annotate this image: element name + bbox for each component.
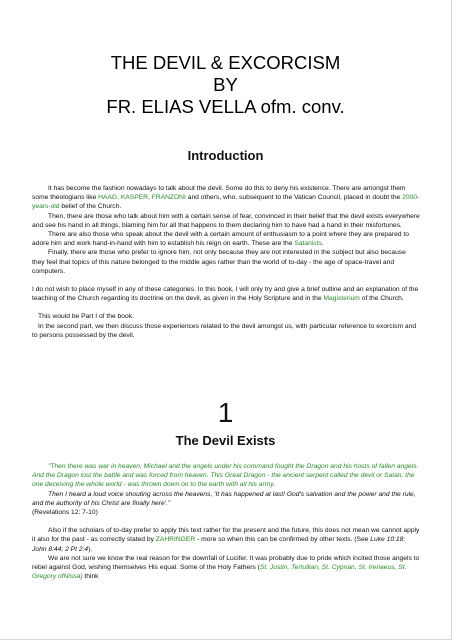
paragraph: [32, 526, 420, 554]
text: of the Church.: [359, 295, 404, 303]
paragraph: In the second part, we then discuss those experiences related to the devil amongst us, with particular reference to exorcism and to persons possessed by the devil.: [32, 322, 417, 339]
chapter-body: [32, 462, 420, 581]
document-title: [0, 52, 451, 118]
text: I do not wish to place myself in any of these categories. In this book, I will only try and give a brief outline and an explanation of the teaching of the Church regarding its doctrine on the devil, as given in the Holy Scripture and in the: [32, 286, 419, 303]
title-line: FR. ELIAS VELLA ofm. conv.: [106, 96, 345, 117]
paragraph: [32, 285, 420, 303]
scripture-refs: Luke 10:18; John 8:44; 2 Pt 2:4: [32, 536, 406, 553]
paragraph: Then, there are those who talk about him with a certain sense of fear, convinced in their belief that the devil exists everywhere and see his hand in all things, blaming him for all that happens to them declaring him to have had a hand in their misfortunes.: [32, 212, 420, 229]
chapter-heading: The Devil Exists: [175, 433, 276, 448]
text: .: [321, 240, 324, 248]
link-zahringer[interactable]: ZAHRINGER: [155, 536, 196, 544]
paragraph: [32, 184, 420, 212]
paragraph: Finally, there are those who prefer to ignore him, not only because they are not interested in the subject but also because they feel that topics of this nature belonged to the middle ages rather than the world of to-day - the age of space-travel and computers.: [32, 249, 406, 275]
title-line: BY: [213, 74, 238, 95]
link-magisterium[interactable]: Magisterium: [323, 295, 360, 303]
paragraph: This would be Part I of the book.: [38, 313, 134, 321]
section-heading-introduction: Introduction: [187, 148, 264, 163]
quote-text: Then I heard a loud voice shouting across the heavens, 'It has happened at last! God's salvation and the power and the rule, and the authority of his Christ are finally here'.": [32, 490, 416, 507]
text: and others, who. subsequent to the Vatican Council, placed in doubt the: [185, 194, 403, 202]
text: ).: [88, 545, 93, 553]
text: Also if the scholars of to-day prefer to apply this text rather for the present and the future, this does not mean we cannot apply it also for the past - as correctly stated by: [32, 527, 420, 544]
link-satanists[interactable]: Satanists: [294, 240, 322, 248]
church-fathers-text: St. Cyprian, St. Irenaeus, St. Gregory ofNissa): [32, 564, 407, 581]
paragraph: [32, 554, 420, 582]
text: We are not sure we know the real reason for the downfall of Lucifer. It was probably due to pride which incited those angels to rebel against God, wishing themselves His equal. Some of the Holy Fathers (: [32, 554, 420, 572]
link-2000-years[interactable]: 2000-years-old: [32, 194, 420, 211]
quote-paragraph: [32, 490, 420, 508]
quote-paragraph: [32, 462, 420, 490]
paragraph: [32, 230, 420, 248]
text: There are also those who speak about the devil with a certain amount of enthusiasm to a point where they are prepared to adore him and work hand-in-hand with him to establish his reign on earth. These are the: [32, 231, 409, 248]
text: belief of the Church.: [59, 203, 122, 211]
scripture-reference: (Revelations 12: 7-10): [32, 509, 98, 517]
text: think: [82, 573, 99, 581]
link-church-fathers[interactable]: St. Justin, Tertullian,: [259, 564, 320, 572]
text: It has become the fashion nowadays to talk about the devil. Some do this to deny his existence. There are amongst them some theologians like: [32, 185, 406, 202]
text: - more so when this can be confirmed by other texts. (See: [195, 536, 371, 544]
title-line: THE DEVIL & EXCORCISM: [110, 52, 341, 73]
chapter-number: 1: [217, 397, 234, 428]
quote-text: "Then there was war in heaven; Michael and the angels under his command fought the Dragon and his hosts of fallen angels. And the Dragon lost the battle and was forced from heaven. This Great Dragon - the ancient serpent called the devil or Satan, the one deceiving the whole world - was thrown down on to the earth with all his army.: [32, 463, 419, 489]
introduction-body: [32, 184, 420, 340]
link-theologians[interactable]: HAAG, KASPER, FRANZONI: [98, 194, 186, 202]
